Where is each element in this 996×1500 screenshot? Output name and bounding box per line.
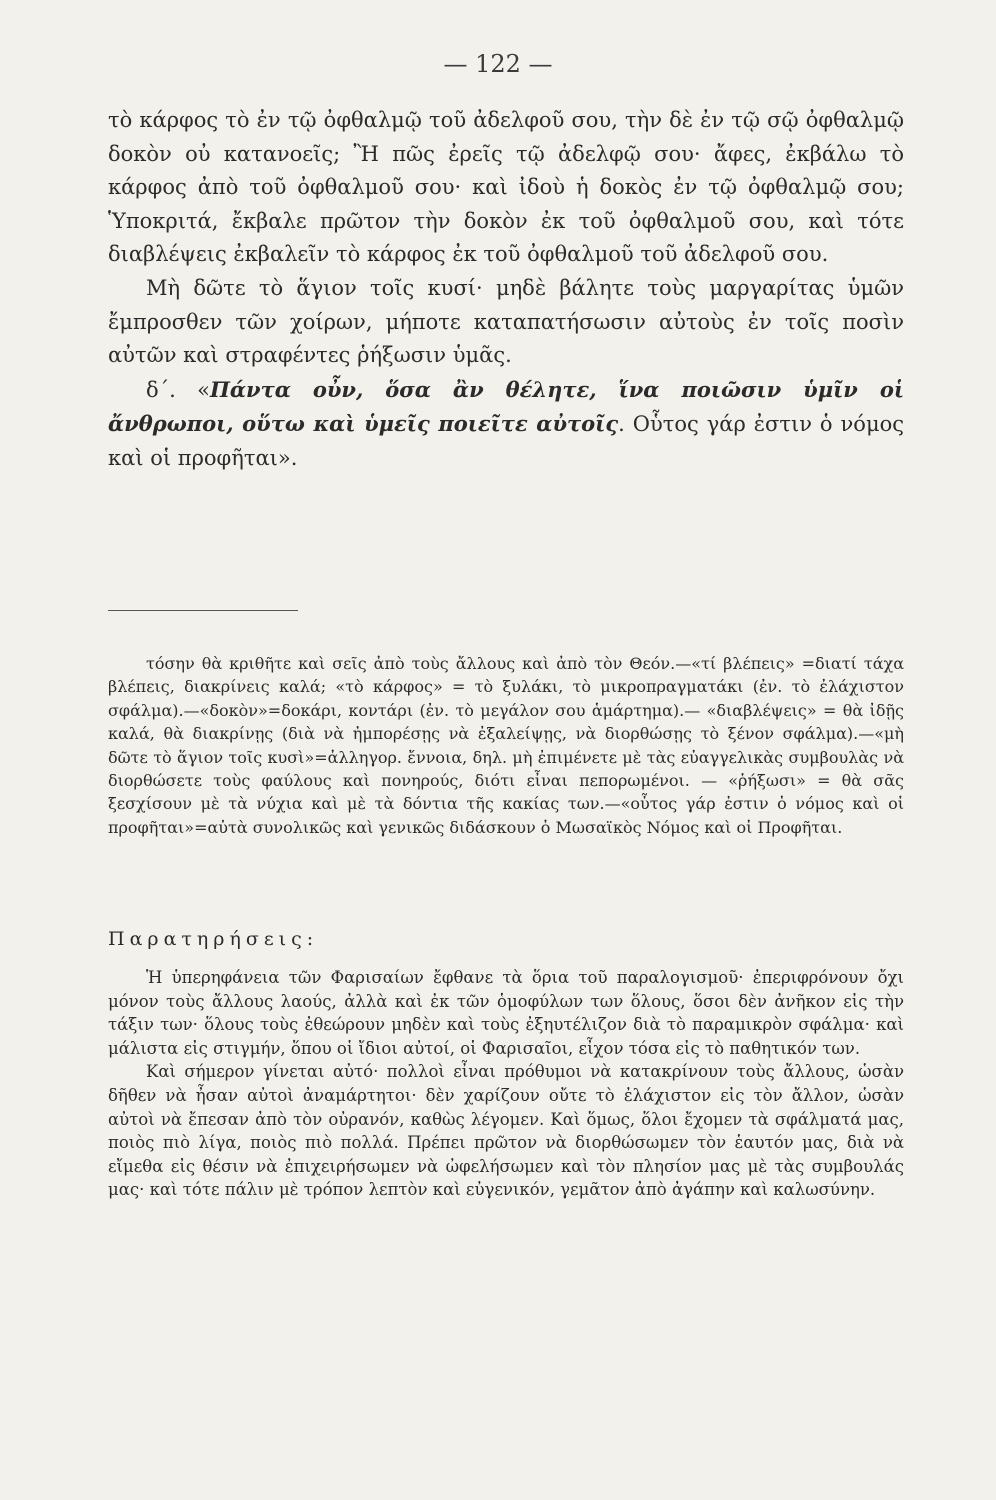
observations-heading: Παρατηρήσεις: bbox=[108, 928, 319, 950]
footnotes bbox=[108, 652, 904, 839]
observations-paragraph-2: Καὶ σήμερον γίνεται αὐτό· πολλοὶ εἶναι πρόθυμοι νὰ κατακρίνουν τοὺς ἄλλους, ὡσὰν δῆθεν νὰ ἦσαν αὐτοὶ ἀναμάρτητοι· δὲν χαρίζουν οὔτε τὸ ἐλάχιστον εἰς τὸν ἄλλον, ὡσὰν αὐτοὶ νὰ ἔπεσαν ἀπὸ τὸν οὐρανόν, καθὼς λέγομεν. Καὶ ὅμως, ὅλοι ἔχομεν τὰ σφάλματά μας, ποιὸς πιὸ λίγα, ποιὸς πιὸ πολλά. Πρέπει πρῶτον νὰ διορθώσωμεν τὸν ἑαυτόν μας, διὰ νὰ εἴμεθα εἰς θέσιν νὰ ἐπιχειρήσωμεν νὰ ὠφελήσωμεν καὶ τὸν πλησίον μας μὲ τὰς συμβουλάς μας· καὶ τότε πάλιν μὲ τρόπον λεπτὸν καὶ εὐγενικόν, γεμᾶτον ἀπὸ ἀγάπην καὶ καλωσύνην. bbox=[108, 1062, 904, 1200]
verse-emphasis: Πάντα οὖν, ὅσα ἂν θέλητε, ἵνα ποιῶσιν ὑμῖν οἱ ἄνθρωποι, οὕτω καὶ ὑμεῖς ποιεῖτε αὐτοῖς bbox=[108, 376, 904, 437]
observations-paragraph-1: Ἡ ὑπερηφάνεια τῶν Φαρισαίων ἔφθανε τὰ ὅρια τοῦ παραλογισμοῦ· ἐπεριφρόνουν ὄχι μόνον τοὺς ἄλλους λαούς, ἀλλὰ καὶ ἐκ τῶν ὁμοφύλων των ὅλους, ὅσοι δὲν ἀνῆκον εἰς τὴν τάξιν των· ὅλους τοὺς ἐθεώρουν μηδὲν καὶ τοὺς ἐξηυτέλιζον διὰ τὸ παραμικρὸν σφάλμα· καὶ μάλιστα εἰς στιγμήν, ὅπου οἱ ἴδιοι αὐτοί, οἱ Φαρισαῖοι, εἶχον τόσα εἰς τὸ παθητικόν των. bbox=[108, 968, 904, 1058]
observations-text bbox=[108, 966, 904, 1202]
main-paragraph-3 bbox=[108, 373, 904, 476]
main-paragraph-1: τὸ κάρφος τὸ ἐν τῷ ὀφθαλμῷ τοῦ ἀδελφοῦ σου, τὴν δὲ ἐν τῷ σῷ ὀφθαλμῷ δοκὸν οὐ κατανοεῖς; Ἢ πῶς ἐρεῖς τῷ ἀδελφῷ σου· ἄφες, ἐκβάλω τὸ κάρφος ἀπὸ τοῦ ὀφθαλμοῦ σου· καὶ ἰδοὺ ἡ δοκὸς ἐν τῷ ὀφθαλμῷ σου; Ὑποκριτά, ἔκβαλε πρῶτον τὴν δοκὸν ἐκ τοῦ ὀφθαλμοῦ σου, καὶ τότε διαβλέψεις ἐκβαλεῖν τὸ κάρφος ἐκ τοῦ ὀφθαλμοῦ τοῦ ἀδελφοῦ σου. bbox=[108, 108, 904, 267]
verse-rest: . Οὗτος γάρ ἐστιν ὁ νόμος καὶ οἱ προφῆται». bbox=[108, 412, 904, 470]
footnote-divider bbox=[108, 610, 298, 611]
main-paragraph-2: Μὴ δῶτε τὸ ἅγιον τοῖς κυσί· μηδὲ βάλητε τοὺς μαργαρίτας ὑμῶν ἔμπροσθεν τῶν χοίρων, μήποτε καταπατήσωσιν αὐτοὺς ἐν τοῖς ποσὶν αὐτῶν καὶ στραφέντες ῥήξωσιν ὑμᾶς. bbox=[108, 275, 904, 368]
page-number: — 122 — bbox=[443, 50, 553, 78]
main-text bbox=[108, 104, 904, 476]
verse-prefix: δ΄. « bbox=[146, 377, 211, 402]
footnote-text: τόσην θὰ κριθῆτε καὶ σεῖς ἀπὸ τοὺς ἄλλους καὶ ἀπὸ τὸν Θεόν.—«τί βλέπεις» =διατί τάχα βλέπεις, διακρίνεις καλά; «τὸ κάρφος» = τὸ ξυλάκι, τὸ μικροπραγματάκι (ἐν. τὸ ἐλάχιστον σφάλμα).—«δοκὸν»=δοκάρι, κοντάρι (ἐν. τὸ μεγάλον σου ἁμάρτημα).— «διαβλέψεις» = θὰ ἰδῇς καλά, θὰ διακρίνῃς (διὰ νὰ ἠμπορέσῃς νὰ ἐξαλείψῃς, νὰ διορθώσῃς τὸ ξένον σφάλμα).—«μὴ δῶτε τὸ ἅγιον τοῖς κυσὶ»=ἀλληγορ. ἔννοια, δηλ. μὴ ἐπιμένετε μὲ τὰς εὐαγγελικὰς συμβουλὰς νὰ διορθώσετε τοὺς φαύλους καὶ πονηρούς, διότι εἶναι πεπορωμένοι. — «ῥήξωσι» = θὰ σᾶς ξεσχίσουν μὲ τὰ νύχια καὶ μὲ τὰ δόντια τῆς κακίας των.—«οὗτος γάρ ἐστιν ὁ νόμος καὶ οἱ προφῆται»=αὐτὰ συνολικῶς καὶ γενικῶς διδάσκουν ὁ Μωσαϊκὸς Νόμος καὶ οἱ Προφῆται. bbox=[108, 654, 904, 837]
